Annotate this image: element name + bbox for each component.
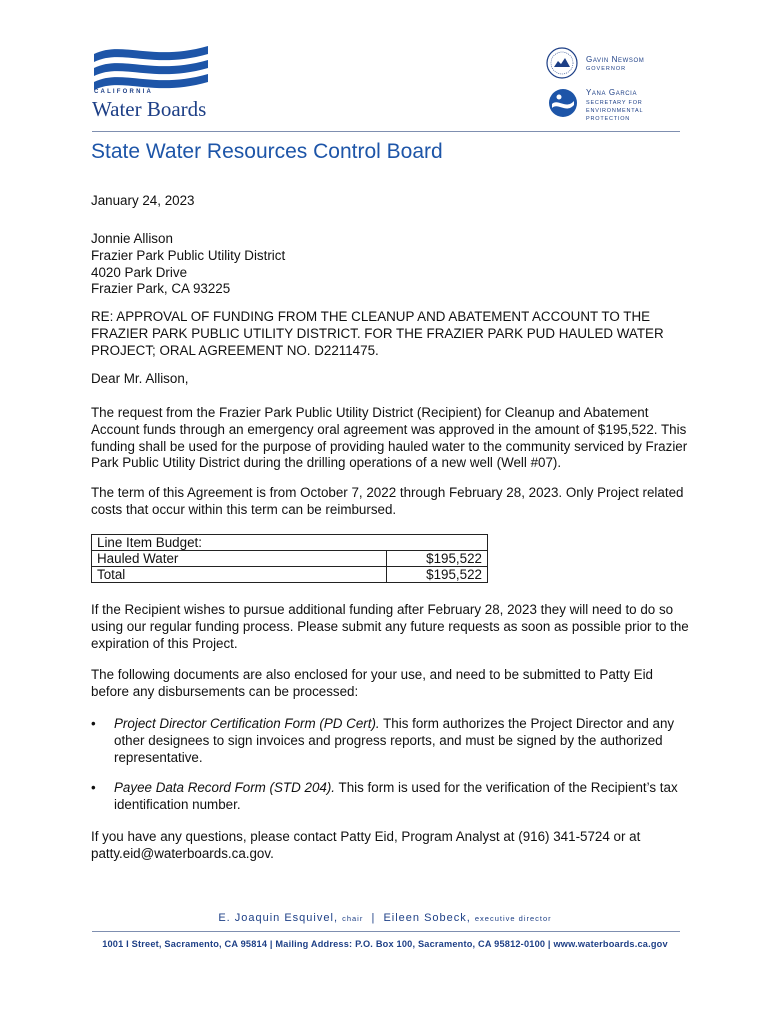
- recipient-name: Jonnie Allison: [91, 231, 173, 246]
- recipient-street: 4020 Park Drive: [91, 264, 188, 280]
- recipient-organization: Frazier Park Public Utility District: [91, 247, 286, 263]
- recipient-city: Frazier Park, CA 93225: [91, 281, 231, 297]
- paragraph-contact: If you have any questions, please contact Patty Eid, Program Analyst at (916) 341-5724 or at patty.eid@waterboards.ca.gov.: [91, 829, 641, 861]
- secretary-title: SECRETARY FOR ENVIRONMENTAL PROTECTION: [586, 100, 644, 122]
- letter-date: January 24, 2023: [91, 193, 195, 208]
- chair-name: E. Joaquin Esquivel: [218, 912, 334, 924]
- paragraph-term: The term of this Agreement is from October 7, 2022 through February 28, 2023. Only Project related costs that occur within this term can be reimbursed.: [91, 485, 684, 517]
- paragraph-additional-funding: If the Recipient wishes to pursue additional funding after February 28, 2023 they will need to do so using our regular funding process. Please submit any future requests as soon as possible prior to the expiration of this Project.: [91, 602, 689, 651]
- budget-table: [91, 534, 488, 583]
- logo-california-text: CALIFORNIA: [94, 89, 153, 95]
- bullet-icon: •: [91, 780, 96, 795]
- recipient-address: [91, 231, 285, 298]
- budget-amount: $195,522: [387, 551, 488, 567]
- calepa-logo-icon: [548, 88, 578, 118]
- chair-title: chair: [342, 914, 364, 923]
- budget-amount: $195,522: [387, 567, 488, 583]
- director-name: Eileen Sobeck: [383, 912, 467, 924]
- footer-leadership: E. Joaquin Esquivel, chair | Eileen Sobeck, executive director: [218, 912, 552, 924]
- list-item-title: Project Director Certification Form (PD Cert).: [114, 716, 380, 731]
- header-divider: [92, 131, 680, 132]
- paragraph-funding-approval: The request from the Frazier Park Public Utility District (Recipient) for Cleanup and Abatement Account funds through an emergency oral agreement was approved in the amount of $195,522. This funding shall be used for the purpose of providing hauled water to the community serviced by Frazier Park Public Utility District during the drilling operations of a new well (Well #07).: [91, 405, 688, 471]
- board-name: State Water Resources Control Board: [91, 140, 443, 163]
- budget-heading-row: [92, 535, 488, 551]
- director-title: executive director: [474, 914, 552, 923]
- governor-name: Gavin Newsom: [586, 55, 645, 64]
- secretary-name: Yana Garcia: [586, 88, 638, 97]
- wave-logo-icon: [92, 44, 210, 92]
- footer-address: 1001 I Street, Sacramento, CA 95814 | Mailing Address: P.O. Box 100, Sacramento, CA 95812-0100 | www.waterboards.ca.gov: [102, 939, 668, 949]
- list-item-text: [114, 780, 684, 814]
- logo-water-boards-text: Water Boards: [92, 97, 207, 121]
- salutation: Dear Mr. Allison,: [91, 371, 189, 386]
- list-item-text: [114, 716, 684, 766]
- budget-label: Total: [92, 567, 387, 583]
- re-line: RE: APPROVAL OF FUNDING FROM THE CLEANUP AND ABATEMENT ACCOUNT TO THE FRAZIER PARK PUBLIC UTILITY DISTRICT. FOR THE FRAZIER PARK PUD HAULED WATER PROJECT; ORAL AGREEMENT NO. D2211475.: [91, 309, 664, 358]
- list-item-title: Payee Data Record Form (STD 204).: [114, 780, 336, 795]
- paragraph-enclosures: The following documents are also enclosed for your use, and need to be submitted to Patty Eid before any disbursements can be processed:: [91, 667, 653, 699]
- budget-label: Hauled Water: [92, 551, 387, 567]
- table-row: [92, 551, 488, 567]
- list-item-description: This form is used for the verification of the Recipient’s tax identification number.: [114, 780, 678, 812]
- governor-title: GOVERNOR: [586, 66, 627, 72]
- footer-separator: |: [371, 912, 376, 924]
- bullet-icon: •: [91, 716, 96, 731]
- footer-divider: [92, 931, 680, 932]
- budget-heading: Line Item Budget:: [92, 535, 488, 551]
- list-item-description: This form authorizes the Project Director and any other designees to sign invoices and progress reports, and must be signed by the authorized representative.: [114, 716, 675, 765]
- state-seal-icon: [546, 47, 578, 79]
- table-row: [92, 567, 488, 583]
